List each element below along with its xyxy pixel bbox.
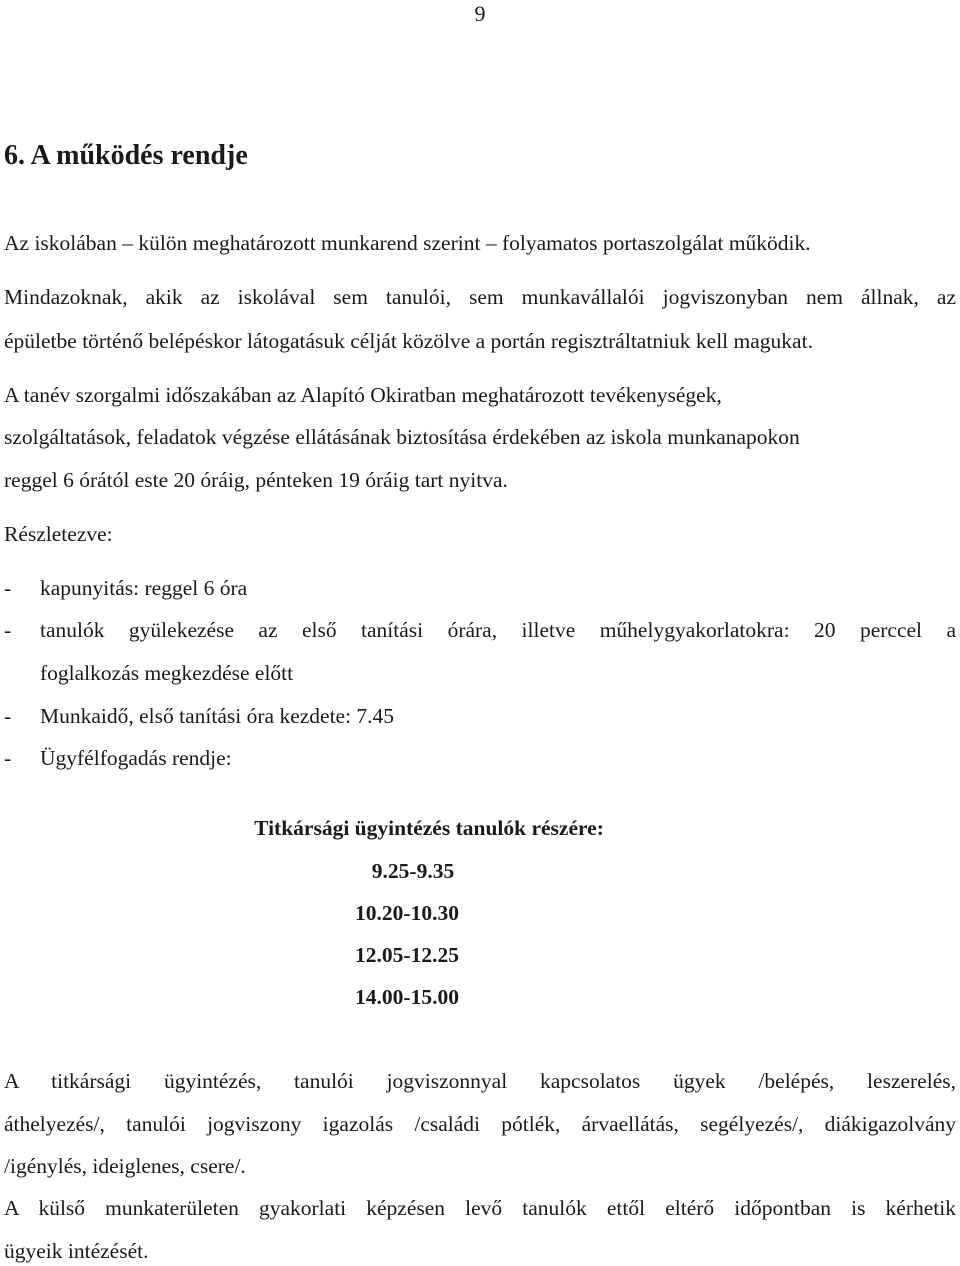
secretariat-time: 9.25-9.35 (371, 859, 455, 883)
paragraph-line: /igénylés, ideiglenes, csere/. (4, 1154, 246, 1178)
page-number: 9 (474, 1, 486, 26)
list-dash: - (4, 618, 12, 642)
paragraph-line: szolgáltatások, feladatok végzése ellátásának biztosítása érdekében az iskola munkanapokon (4, 425, 800, 449)
list-dash: - (4, 746, 12, 770)
paragraph-line: A tanév szorgalmi időszakában az Alapító Okiratban meghatározott tevékenységek, (4, 383, 722, 407)
paragraph-line: Az iskolában – külön meghatározott munkarend szerint – folyamatos portaszolgálat működik. (4, 231, 811, 255)
paragraph-line: reggel 6 órától este 20 óráig, pénteken 19 óráig tart nyitva. (4, 468, 508, 492)
secretariat-title: Titkársági ügyintézés tanulók részére: (254, 816, 604, 840)
paragraph-line: épületbe történő belépéskor látogatásuk célját közölve a portán regisztráltatniuk kell magukat. (4, 329, 813, 353)
paragraph-line: A titkársági ügyintézés, tanulói jogviszonnyal kapcsolatos ügyek /belépés, leszerelés, (4, 1069, 956, 1093)
list-item: kapunyitás: reggel 6 óra (40, 576, 248, 600)
paragraph-line: áthelyezés/, tanulói jogviszony igazolás /családi pótlék, árvaellátás, segélyezés/, diákigazolvány (4, 1112, 956, 1136)
details-label: Részletezve: (4, 522, 113, 546)
paragraph-line: A külső munkaterületen gyakorlati képzésen levő tanulók ettől eltérő időpontban is kérhetik (4, 1196, 956, 1220)
list-dash: - (4, 576, 12, 600)
secretariat-time: 10.20-10.30 (355, 901, 459, 925)
list-item: Munkaidő, első tanítási óra kezdete: 7.45 (40, 704, 395, 728)
paragraph-line: ügyeik intézését. (4, 1239, 149, 1263)
list-item: tanulók gyülekezése az első tanítási órára, illetve műhelygyakorlatokra: 20 perccel a (40, 618, 956, 642)
secretariat-time: 14.00-15.00 (355, 985, 459, 1009)
list-item-continuation: foglalkozás megkezdése előtt (40, 661, 294, 685)
secretariat-time: 12.05-12.25 (355, 943, 459, 967)
paragraph-line: Mindazoknak, akik az iskolával sem tanulói, sem munkavállalói jogviszonyban nem állnak, az (4, 285, 956, 309)
list-item: Ügyfélfogadás rendje: (40, 746, 232, 770)
section-heading: 6. A működés rendje (4, 140, 248, 171)
list-dash: - (4, 704, 12, 728)
